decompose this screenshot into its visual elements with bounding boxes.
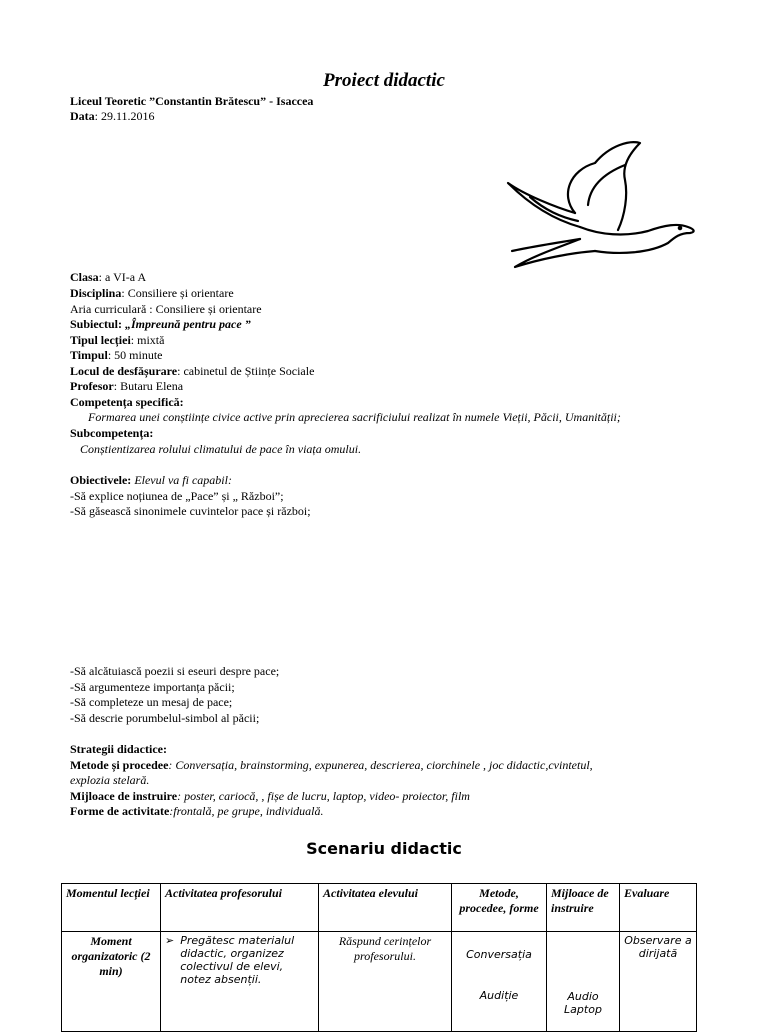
objective-item: -Să alcătuiască poezii si eseuri despre pace; — [70, 664, 280, 678]
header-cell: Activitatea elevului — [319, 884, 452, 932]
subcompetenta-text: Conștientizarea rolului climatului de pace în viața omului. — [80, 442, 362, 456]
loc-label: Locul de desfășurare — [70, 364, 178, 378]
elev-cell: Răspund cerințelor profesorului. — [319, 932, 452, 1032]
forme-value: :frontală, pe grupe, individuală. — [169, 804, 324, 818]
objective-item: -Să explice noțiunea de „Pace” și „ Război”; — [70, 489, 284, 503]
metoda-item: Audiție — [479, 989, 519, 1002]
tip-line — [70, 333, 164, 348]
scenario-title: Scenariu didactic — [306, 839, 462, 858]
mijloace-cell — [547, 932, 620, 1032]
tip-label: Tipul lecției — [70, 333, 131, 347]
header-cell: Mijloace de instruire — [547, 884, 620, 932]
header-cell: Activitatea profesorului — [161, 884, 319, 932]
prof-cell — [161, 932, 319, 1032]
date-line — [70, 109, 155, 124]
metoda-item: Conversația — [466, 948, 532, 961]
competenta-label: Competența specifică: — [70, 395, 184, 409]
header-cell: Momentul lecției — [62, 884, 161, 932]
subiect-label: Subiectul: — [70, 317, 126, 331]
header-cell: Metode, procedee, forme — [452, 884, 547, 932]
disciplina-label: Disciplina — [70, 286, 122, 300]
arrow-bullet-icon: ➢ — [165, 934, 175, 947]
objectives-label: Obiectivele: — [70, 473, 135, 487]
table-header-row — [62, 884, 697, 932]
document-title: Proiect didactic — [323, 70, 445, 91]
tip-value: : mixtă — [130, 333, 165, 347]
forme-line — [70, 804, 324, 819]
timp-value: : 50 minute — [107, 348, 163, 362]
profesor-line — [70, 379, 183, 394]
evaluare-cell: Observare a dirijată — [620, 932, 697, 1032]
metode-value-continued: explozia stelară. — [70, 773, 150, 787]
moment-cell: Moment organizatoric (2 min) — [62, 932, 161, 1032]
clasa-line — [70, 270, 146, 285]
metode-value: : Conversația, brainstorming, expunerea, descrierea, ciorchinele , joc didactic,cvintetul, — [168, 758, 593, 772]
table-row — [62, 932, 697, 1032]
objective-item: -Să găsească sinonimele cuvintelor pace și război; — [70, 504, 311, 518]
metode-cell — [452, 932, 547, 1032]
prof-text: Pregătesc materialul didactic, organizez colectivul de elevi, notez absenții. — [180, 934, 295, 986]
objective-item: -Să argumenteze importanța păcii; — [70, 680, 235, 694]
objective-item: -Să descrie porumbelul-simbol al păcii; — [70, 711, 260, 725]
strategies-label: Strategii didactice: — [70, 742, 167, 756]
mijloace-item: Audio — [567, 990, 599, 1003]
objectives-line — [70, 473, 232, 488]
loc-value: : cabinetul de Științe Sociale — [177, 364, 315, 378]
mijloace-label: Mijloace de instruire — [70, 789, 178, 803]
subcompetenta-label: Subcompetența: — [70, 426, 154, 440]
mijloace-item: Laptop — [564, 1003, 602, 1016]
competenta-text: Formarea unei conștiințe civice active prin aprecierea sacrificiului realizat în numele Vieții, Păcii, Umanității; — [88, 410, 621, 424]
loc-line — [70, 364, 314, 379]
clasa-value: : a VI-a A — [98, 270, 147, 284]
forme-label: Forme de activitate — [70, 804, 170, 818]
school-name: Liceul Teoretic ”Constantin Brătescu” - Isaccea — [70, 94, 314, 108]
mijloace-line — [70, 789, 470, 804]
scenario-table — [61, 883, 697, 1032]
mijloace-value: : poster, cariocă, , fișe de lucru, laptop, video- proiector, film — [177, 789, 470, 803]
clasa-label: Clasa — [70, 270, 99, 284]
disciplina-line — [70, 286, 234, 301]
objectives-intro: Elevul va fi capabil: — [134, 473, 232, 487]
profesor-label: Profesor — [70, 379, 114, 393]
subiect-value: „Împreună pentru pace ” — [125, 317, 251, 331]
profesor-value: : Butaru Elena — [113, 379, 184, 393]
date-value: : 29.11.2016 — [94, 109, 155, 123]
metode-line — [70, 758, 593, 773]
disciplina-value: : Consiliere și orientare — [121, 286, 234, 300]
subiect-line — [70, 317, 251, 332]
timp-label: Timpul — [70, 348, 108, 362]
dove-illustration — [500, 135, 700, 275]
objective-item: -Să completeze un mesaj de pace; — [70, 695, 233, 709]
date-label: Data — [70, 109, 95, 123]
metode-label: Metode și procedee — [70, 758, 169, 772]
timp-line — [70, 348, 162, 363]
aria-line: Aria curriculară : Consiliere și orientare — [70, 302, 262, 316]
header-cell: Evaluare — [620, 884, 697, 932]
